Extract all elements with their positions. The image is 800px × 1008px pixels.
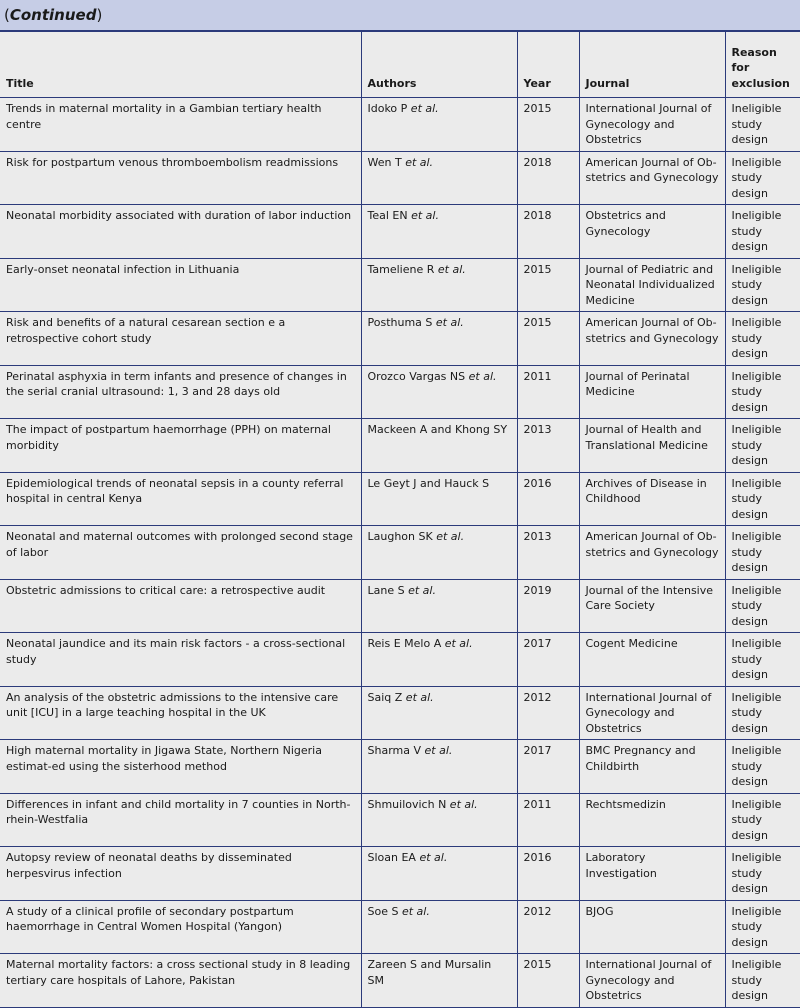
cell-reason: Ineligible study design: [725, 847, 800, 901]
cell-title: High maternal mortality in Jigawa State, Northern Nigeria estimat-ed using the sisterhood method: [0, 740, 361, 794]
cell-title: Risk and benefits of a natural cesarean section e a retrospective cohort study: [0, 312, 361, 366]
cell-journal: American Journal of Ob-stetrics and Gynecology: [579, 526, 725, 580]
et-al: et al.: [436, 530, 465, 543]
cell-title: The impact of postpartum haemorrhage (PPH) on maternal morbidity: [0, 419, 361, 473]
cell-authors: [361, 686, 517, 740]
cell-authors: [361, 579, 517, 633]
cell-journal: Cogent Medicine: [579, 633, 725, 687]
continued-banner: [0, 0, 800, 31]
cell-journal: Journal of Pediatric and Neonatal Individualized Medicine: [579, 258, 725, 312]
cell-year: 2016: [517, 847, 579, 901]
cell-journal: International Journal of Gynecology and Obstetrics: [579, 954, 725, 1008]
et-al: et al.: [410, 102, 439, 115]
header-authors: Authors: [361, 32, 517, 98]
table-row: [0, 740, 800, 794]
table-row: [0, 258, 800, 312]
cell-authors: [361, 900, 517, 954]
cell-title: A study of a clinical profile of secondary postpartum haemorrhage in Central Women Hospital (Yangon): [0, 900, 361, 954]
table-row: [0, 151, 800, 205]
cell-year: 2013: [517, 526, 579, 580]
et-al: et al.: [435, 316, 464, 329]
cell-year: 2011: [517, 793, 579, 847]
et-al: et al.: [411, 209, 439, 222]
cell-year: 2017: [517, 633, 579, 687]
et-al: et al.: [408, 583, 436, 597]
table-row: [0, 526, 800, 580]
table-row: [0, 365, 800, 419]
cell-authors: [361, 98, 517, 152]
cell-title: Early-onset neonatal infection in Lithuania: [0, 258, 361, 312]
cell-journal: Journal of the Intensive Care Society: [579, 579, 725, 633]
cell-title: Risk for postpartum venous thromboembolism readmissions: [0, 151, 361, 205]
cell-year: 2016: [517, 472, 579, 526]
author-names: Posthuma S: [367, 316, 433, 329]
cell-reason: Ineligible study design: [725, 312, 800, 366]
cell-reason: Ineligible study design: [725, 205, 800, 259]
cell-title: Neonatal morbidity associated with duration of labor induction: [0, 205, 361, 259]
cell-year: 2011: [517, 365, 579, 419]
et-al: et al.: [401, 904, 430, 918]
author-names: Shmuilovich N: [367, 797, 447, 811]
table-row: [0, 686, 800, 740]
et-al: et al.: [468, 369, 497, 383]
table-body: [0, 98, 800, 1008]
cell-reason: Ineligible study design: [725, 686, 800, 740]
open-paren: (: [4, 6, 10, 24]
cell-reason: Ineligible study design: [725, 900, 800, 954]
cell-authors: [361, 151, 517, 205]
cell-year: 2017: [517, 740, 579, 794]
header-reason: Reason for exclusion: [725, 32, 800, 98]
table-row: [0, 954, 800, 1008]
header-row: [0, 32, 800, 98]
cell-title: Differences in infant and child mortality in 7 counties in North-rhein-Westfalia: [0, 793, 361, 847]
cell-authors: [361, 740, 517, 794]
continued-label: Continued: [9, 6, 97, 24]
cell-authors: [361, 258, 517, 312]
cell-authors: [361, 954, 517, 1008]
et-al: et al.: [437, 262, 466, 276]
table-row: [0, 205, 800, 259]
close-paren: ): [96, 6, 103, 24]
et-al: et al.: [405, 690, 434, 704]
cell-title: Maternal mortality factors: a cross sectional study in 8 leading tertiary care hospitals of Lahore, Pakistan: [0, 954, 361, 1008]
table-row: [0, 793, 800, 847]
cell-journal: American Journal of Ob-stetrics and Gynecology: [579, 312, 725, 366]
table-row: [0, 579, 800, 633]
table-row: [0, 312, 800, 366]
header-journal: Journal: [579, 32, 725, 98]
cell-authors: [361, 419, 517, 473]
cell-journal: Archives of Disease in Childhood: [579, 472, 725, 526]
cell-journal: Rechtsmedizin: [579, 793, 725, 847]
cell-title: Epidemiological trends of neonatal sepsis in a county referral hospital in central Kenya: [0, 472, 361, 526]
cell-reason: Ineligible study design: [725, 526, 800, 580]
et-al: et al.: [419, 851, 448, 864]
cell-authors: [361, 472, 517, 526]
cell-journal: Laboratory Investigation: [579, 847, 725, 901]
cell-journal: Journal of Health and Translational Medicine: [579, 419, 725, 473]
cell-reason: Ineligible study design: [725, 579, 800, 633]
cell-authors: [361, 205, 517, 259]
author-names: Saiq Z: [367, 690, 403, 704]
author-names: Le Geyt J and Hauck S: [367, 476, 490, 490]
cell-authors: [361, 633, 517, 687]
cell-authors: [361, 526, 517, 580]
cell-title: Perinatal asphyxia in term infants and presence of changes in the serial cranial ultrasound: 1, 3 and 28 days old: [0, 365, 361, 419]
cell-journal: International Journal of Gynecology and Obstetrics: [579, 686, 725, 740]
header-year: Year: [517, 32, 579, 98]
table-row: [0, 419, 800, 473]
table-row: [0, 98, 800, 152]
cell-year: 2015: [517, 258, 579, 312]
cell-year: 2015: [517, 954, 579, 1008]
cell-journal: BMC Pregnancy and Childbirth: [579, 740, 725, 794]
cell-reason: Ineligible study design: [725, 98, 800, 152]
cell-reason: Ineligible study design: [725, 793, 800, 847]
et-al: et al.: [449, 797, 478, 811]
table-row: [0, 847, 800, 901]
et-al: et al.: [444, 637, 473, 650]
cell-authors: [361, 793, 517, 847]
cell-reason: Ineligible study design: [725, 472, 800, 526]
cell-journal: BJOG: [579, 900, 725, 954]
cell-year: 2019: [517, 579, 579, 633]
cell-title: Neonatal and maternal outcomes with prolonged second stage of labor: [0, 526, 361, 580]
cell-reason: Ineligible study design: [725, 365, 800, 419]
table-row: [0, 900, 800, 954]
author-names: Soe S: [367, 904, 399, 918]
cell-reason: Ineligible study design: [725, 419, 800, 473]
cell-reason: Ineligible study design: [725, 633, 800, 687]
author-names: Sloan EA: [367, 851, 416, 864]
cell-authors: [361, 365, 517, 419]
author-names: Zareen S and Mursalin SM: [367, 958, 492, 987]
cell-title: Autopsy review of neonatal deaths by disseminated herpesvirus infection: [0, 847, 361, 901]
cell-authors: [361, 847, 517, 901]
cell-year: 2013: [517, 419, 579, 473]
header-title: Title: [0, 32, 361, 98]
cell-title: Trends in maternal mortality in a Gambian tertiary health centre: [0, 98, 361, 152]
cell-title: Obstetric admissions to critical care: a retrospective audit: [0, 579, 361, 633]
author-names: Teal EN: [367, 209, 408, 222]
cell-year: 2012: [517, 900, 579, 954]
author-names: Idoko P: [367, 102, 408, 115]
cell-year: 2018: [517, 151, 579, 205]
cell-year: 2012: [517, 686, 579, 740]
exclusion-table: [0, 31, 800, 1008]
cell-reason: Ineligible study design: [725, 258, 800, 312]
table-row: [0, 633, 800, 687]
author-names: Sharma V: [367, 744, 422, 757]
cell-journal: Journal of Perinatal Medicine: [579, 365, 725, 419]
cell-journal: Obstetrics and Gynecology: [579, 205, 725, 259]
author-names: Laughon SK: [367, 530, 433, 543]
et-al: et al.: [424, 744, 453, 757]
cell-journal: American Journal of Ob-stetrics and Gynecology: [579, 151, 725, 205]
author-names: Wen T: [367, 155, 402, 169]
cell-title: Neonatal jaundice and its main risk factors - a cross-sectional study: [0, 633, 361, 687]
author-names: Mackeen A and Khong SY: [367, 423, 508, 436]
author-names: Tameliene R: [367, 262, 435, 276]
cell-reason: Ineligible study design: [725, 151, 800, 205]
et-al: et al.: [405, 155, 434, 169]
cell-authors: [361, 312, 517, 366]
author-names: Orozco Vargas NS: [367, 369, 466, 383]
cell-year: 2015: [517, 312, 579, 366]
cell-year: 2018: [517, 205, 579, 259]
cell-title: An analysis of the obstetric admissions to the intensive care unit [ICU] in a large teaching hospital in the UK: [0, 686, 361, 740]
cell-reason: Ineligible study design: [725, 740, 800, 794]
table-row: [0, 472, 800, 526]
author-names: Lane S: [367, 583, 405, 597]
cell-journal: International Journal of Gynecology and Obstetrics: [579, 98, 725, 152]
cell-reason: Ineligible study design: [725, 954, 800, 1008]
cell-year: 2015: [517, 98, 579, 152]
author-names: Reis E Melo A: [367, 637, 442, 650]
